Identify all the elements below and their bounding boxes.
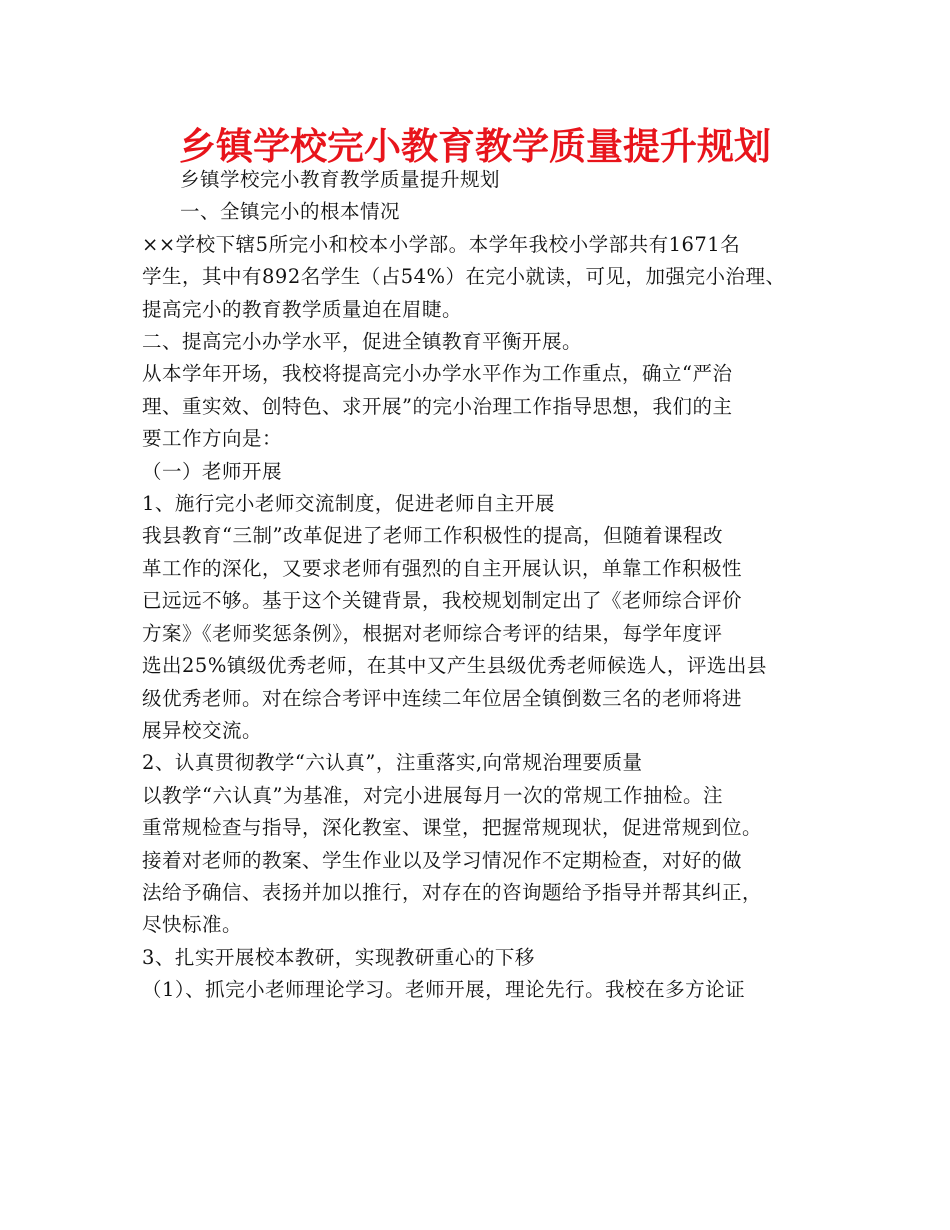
body-line: 革工作的深化，又要求老师有强烈的自主开展认识，单靠工作积极性 [142,556,743,580]
body-line: 展异校交流。 [142,718,263,742]
body-line: 重常规检查与指导，深化教室、课堂，把握常规现状，促进常规到位。 [142,816,763,840]
document-body [142,164,812,1007]
body-line: （1）、抓完小老师理论学习。老师开展，理论先行。我校在多方论证 [142,978,746,1002]
body-line: 乡镇学校完小教育教学质量提升规划 [180,168,501,191]
body-line: 已远远不够。基于这个关键背景，我校规划制定出了《老师综合评价 [142,589,743,613]
section-heading: 二、提高完小办学水平，促进全镇教育平衡开展。 [142,330,583,354]
body-line: 理、重实效、创特色、求开展”的完小治理工作指导思想，我们的主 [142,394,733,418]
body-line: 方案》《老师奖惩条例》，根据对老师综合考评的结果，每学年度评 [142,621,723,645]
item-heading: 1、施行完小老师交流制度，促进老师自主开展 [142,492,555,516]
body-line: 学生，其中有892名学生（占54%）在完小就读，可见，加强完小治理、 [142,265,786,289]
subsection-heading: （一）老师开展 [142,459,283,483]
body-line: 级优秀老师。对在综合考评中连续二年位居全镇倒数三名的老师将进 [142,686,743,710]
body-line: 尽快标准。 [142,913,243,937]
body-line: 从本学年开场，我校将提高完小办学水平作为工作重点，确立“严治 [142,362,733,386]
body-line: 提高完小的教育教学质量迫在眉睫。 [142,297,463,321]
body-line: 以教学“六认真”为基准，对完小进展每月一次的常规工作抽检。注 [142,783,723,807]
body-line: 法给予确信、表扬并加以推行，对存在的咨询题给予指导并帮其纠正， [142,880,763,904]
item-heading: 2、认真贯彻教学“六认真”，注重落实,向常规治理要质量 [142,751,643,775]
body-line: 选出25%镇级优秀老师，在其中又产生县级优秀老师候选人，评选出县 [142,654,767,678]
body-line: 我县教育“三制”改革促进了老师工作积极性的提高，但随着课程改 [142,524,723,548]
body-line: 接着对老师的教案、学生作业以及学习情况作不定期检查，对好的做 [142,848,743,872]
body-line: ××学校下辖5所完小和校本小学部。本学年我校小学部共有1671名 [142,232,741,256]
item-heading: 3、扎实开展校本教研，实现教研重心的下移 [142,945,535,969]
section-heading: 一、全镇完小的根本情况 [180,200,401,224]
document-title: 乡镇学校完小教育教学质量提升规划 [179,125,771,168]
body-line: 要工作方向是： [142,427,283,451]
